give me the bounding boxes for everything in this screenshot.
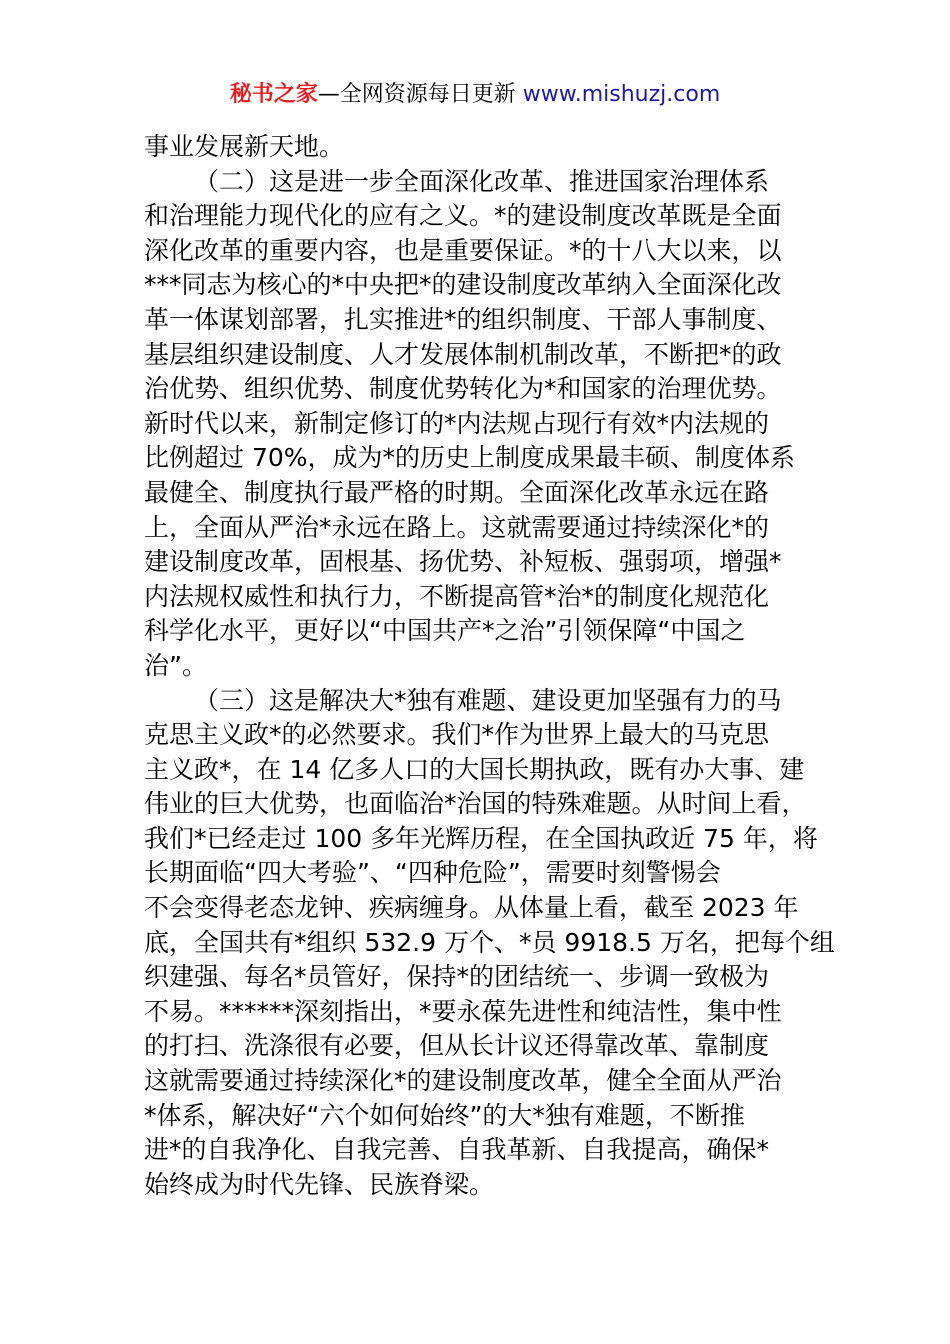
site-header: [0, 80, 950, 110]
text-line: 克思主义政*的必然要求。我们*作为世界上最大的马克思: [144, 720, 770, 750]
text-line: 我们*已经走过 100 多年光辉历程，在全国执政近 75 年，将: [144, 823, 818, 853]
paragraph-start-line: （三）这是解决大*独有难题、建设更加坚强有力的马: [194, 685, 782, 715]
text-line: *体系，解决好“六个如何始终”的大*独有难题，不断推: [144, 1100, 745, 1130]
site-brand: 秘书之家: [229, 82, 318, 107]
text-line: ***同志为核心的*中央把*的建设制度改革纳入全面深化改: [144, 270, 782, 300]
site-url-link[interactable]: www.mishuzj.com: [522, 82, 721, 107]
text-line: 深化改革的重要内容，也是重要保证。*的十八大以来，以: [144, 235, 782, 265]
paragraph-start-line: （二）这是进一步全面深化改革、推进国家治理体系: [194, 166, 770, 196]
text-line: 内法规权威性和执行力，不断提高管*治*的制度化规范化: [144, 581, 770, 611]
text-line: 织建强、每名*员管好，保持*的团结统一、步调一致极为: [144, 962, 770, 992]
text-line: 进*的自我净化、自我完善、自我革新、自我提高，确保*: [144, 1135, 770, 1165]
text-line: 革一体谋划部署，扎实推进*的组织制度、干部人事制度、: [144, 304, 782, 334]
text-line: 的打扫、洗涤很有必要，但从长计议还得靠改革、靠制度: [144, 1031, 770, 1061]
text-line: 治优势、组织优势、制度优势转化为*和国家的治理优势。: [144, 374, 782, 404]
text-line: 底，全国共有*组织 532.9 万个、*员 9918.5 万名，把每个组: [144, 927, 835, 957]
text-line: 治”。: [144, 650, 207, 680]
text-line: 事业发展新天地。: [144, 132, 345, 161]
text-line: 伟业的巨大优势，也面临治*治国的特殊难题。从时间上看，: [144, 789, 807, 819]
text-line: 建设制度改革，固根基、扬优势、补短板、强弱项，增强*: [144, 547, 782, 577]
text-line: 新时代以来，新制定修订的*内法规占现行有效*内法规的: [144, 408, 770, 438]
text-line: 主义政*，在 14 亿多人口的大国长期执政，既有办大事、建: [144, 754, 805, 784]
text-line: 科学化水平，更好以“中国共产*之治”引领保障“中国之: [144, 616, 746, 646]
text-line: 比例超过 70%，成为*的历史上制度成果最丰硕、制度体系: [144, 443, 796, 473]
text-line: 基层组织建设制度、人才发展体制机制改革，不断把*的政: [144, 339, 782, 369]
document-body: [144, 130, 835, 1202]
text-line: 上，全面从严治*永远在路上。这就需要通过持续深化*的: [144, 512, 770, 542]
text-line: 这就需要通过持续深化*的建设制度改革，健全全面从严治: [144, 1066, 782, 1096]
text-line: 长期面临“四大考验”、“四种危险”，需要时刻警惕会: [144, 858, 721, 888]
text-line: 和治理能力现代化的应有之义。*的建设制度改革既是全面: [144, 201, 782, 231]
text-line: 不会变得老态龙钟、疾病缠身。从体量上看，截至 2023 年: [144, 893, 799, 923]
text-line: 最健全、制度执行最严格的时期。全面深化改革永远在路: [144, 477, 770, 507]
text-line: 始终成为时代先锋、民族脊梁。: [144, 1169, 495, 1199]
site-tagline: —全网资源每日更新: [317, 82, 523, 107]
text-line: 不易。******深刻指出，*要永葆先进性和纯洁性，集中性: [144, 996, 782, 1026]
